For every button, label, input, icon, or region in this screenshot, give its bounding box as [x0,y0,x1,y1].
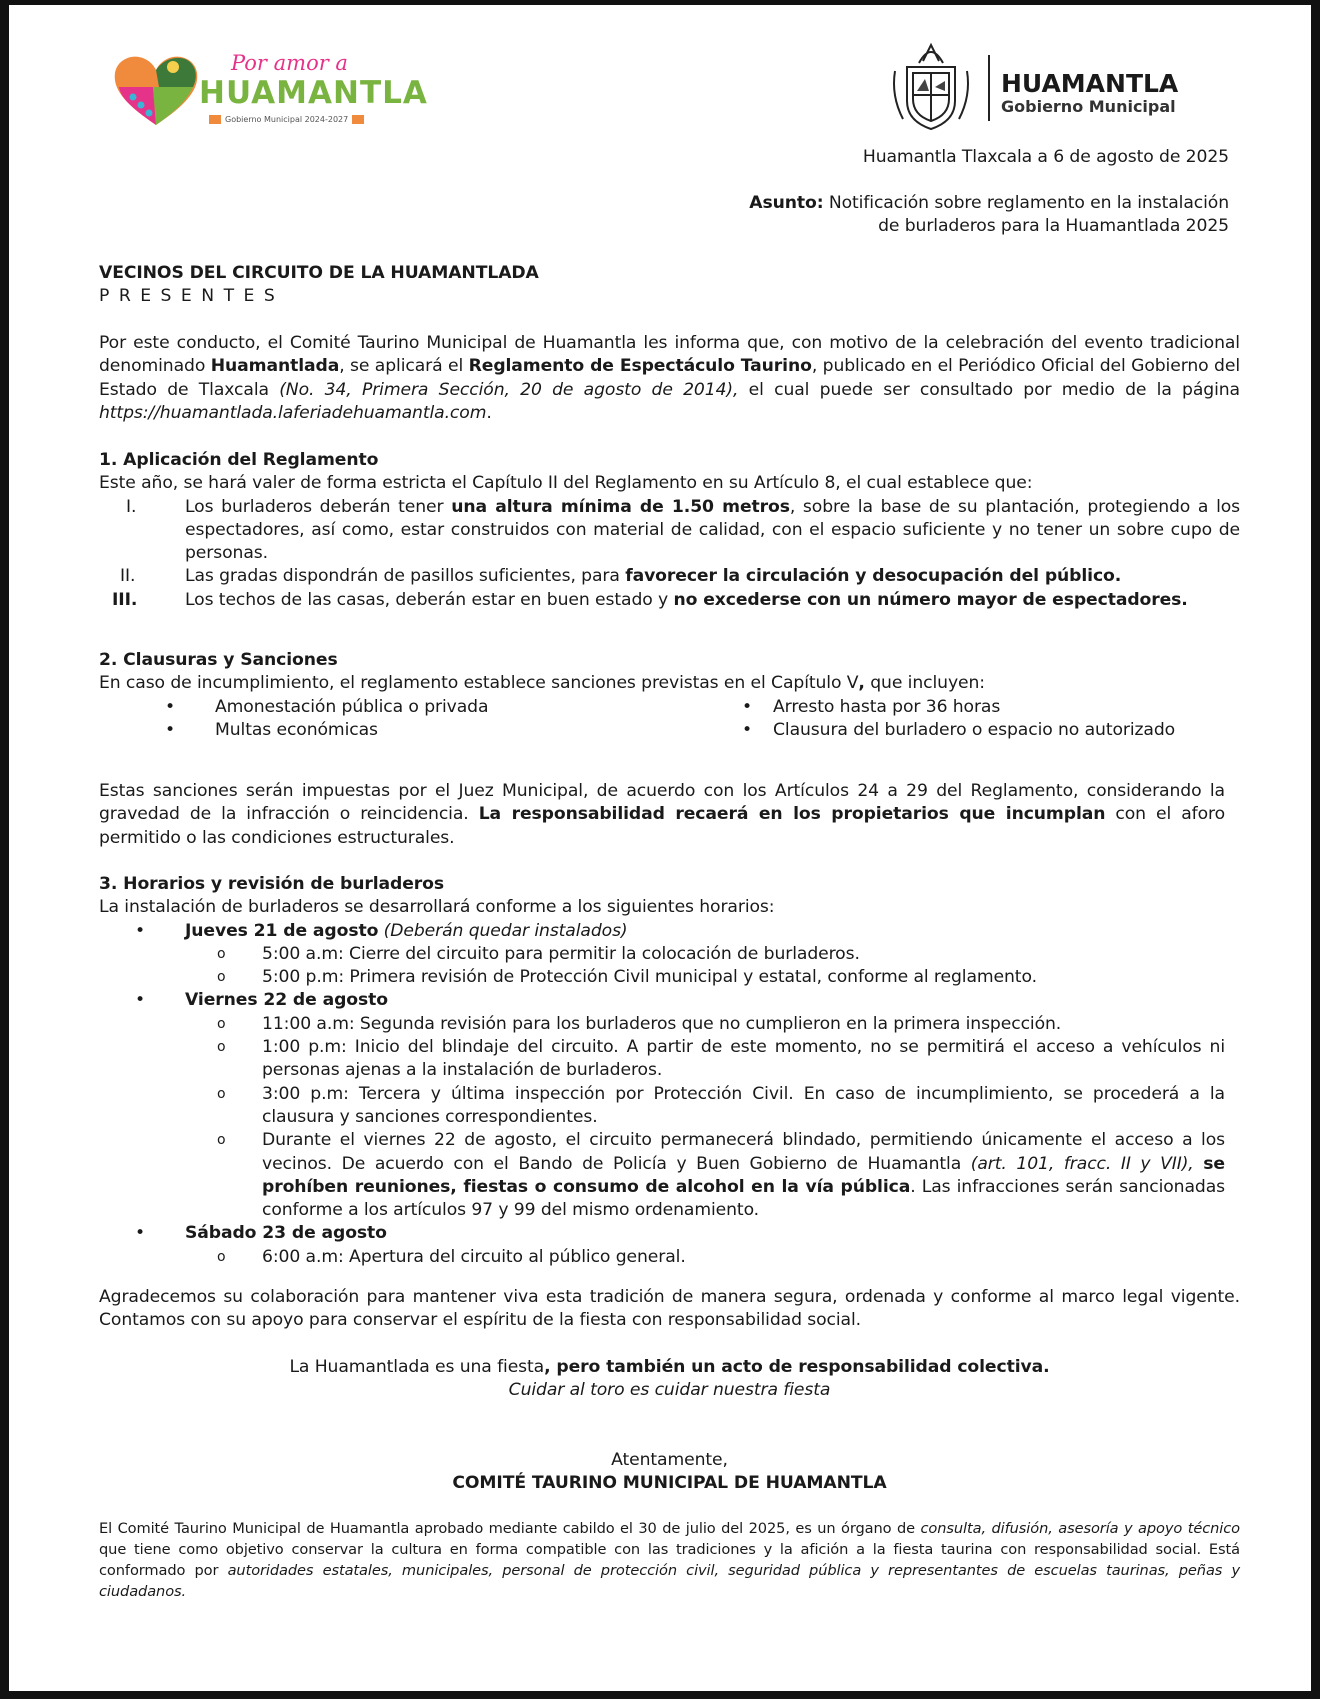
closing [99,1356,1240,1403]
text-segment: , pero también un acto de responsabilidad colectiva. [544,1357,1050,1377]
text-segment: (No. 34, Primera Sección, 20 de agosto de 2014), [279,379,739,400]
bullet-icon: • [135,1223,146,1244]
text-segment: no excederse con un número mayor de espectadores. [673,589,1188,610]
text-segment: , se aplicará el [339,356,469,377]
text-segment: Estas sanciones serán impuestas por el Juez Municipal, de acuerdo con los Artículos 24 a 29 del Reglamento, considerando la gravedad de la infracción o reincidencia. [99,781,1225,825]
text-segment: 1:00 p.m: Inicio del blindaje del circuito. A partir de este momento, no se permitirá el acceso a vehículos ni personas ajenas a la instalación de burladeros. [262,1037,1225,1081]
text-segment: consulta, difusión, asesoría y apoyo técnico [920,1520,1240,1537]
text-segment: se prohíben reuniones, fiestas o consumo de alcohol en la vía pública [262,1153,1225,1197]
regulation-text [185,565,1240,588]
text-segment: 5:00 p.m: Primera revisión de Protección Civil municipal y estatal, conforme al reglamento. [262,967,1037,988]
text-segment: el cual puede ser consultado por medio de la página [738,379,1240,400]
schedule-item-text [262,1083,1225,1130]
roman-numeral: I. [126,496,137,517]
text-segment: Sábado 23 de agosto [185,1223,387,1244]
signature [99,1449,1240,1496]
text-segment: que incluyen: [864,673,985,694]
schedule-day-title [185,1222,1240,1245]
subject-line-2: de burladeros para la Huamantlada 2025 [878,216,1229,237]
sanction-item: Clausura del burladero o espacio no autorizado [773,719,1176,740]
coat-of-arms-icon [889,41,973,131]
schedule-item [99,966,1225,989]
text-segment: (Deberán quedar instalados) [378,920,628,941]
regulation-text [185,496,1240,566]
closing-line-1 [99,1356,1240,1379]
addressee-name: VECINOS DEL CIRCUITO DE LA HUAMANTLADA [99,263,539,283]
text-segment: 3:00 p.m: Tercera y última inspección por Protección Civil. En caso de incumplimiento, se procederá a la clausura y sanciones correspondientes. [262,1083,1225,1127]
text-segment: En caso de incumplimiento, el reglamento establece sanciones previstas en el Capítulo V [99,673,859,694]
section-2-title: 2. Clausuras y Sanciones [99,650,338,670]
government-name: HUAMANTLA [1001,69,1179,98]
circle-bullet-icon: o [217,1015,226,1032]
schedule-item [99,1036,1225,1083]
text-segment: Las gradas dispondrán de pasillos suficientes, para [185,566,626,587]
letter-date: Huamantla Tlaxcala a 6 de agosto de 2025 [862,147,1229,167]
subject-line-1: Notificación sobre reglamento en la instalación [828,193,1229,213]
text-segment: 6:00 a.m: Apertura del circuito al público general. [262,1246,686,1267]
presentes: P R E S E N T E S [99,286,277,307]
thanks-paragraph: Agradecemos su colaboración para mantener viva esta tradición de manera segura, ordenada y conforme al marco legal vigente. Contamos con su apoyo para conservar el espíritu de la fiesta con responsabilidad social. [99,1287,1240,1331]
text-segment: 5:00 a.m: Cierre del circuito para permitir la colocación de burladeros. [262,943,860,964]
text-segment: . Las infracciones serán sancionadas conforme a los artículos 97 y 99 del mismo ordenamiento. [262,1176,1225,1221]
regulation-item [99,496,1240,566]
text-segment: La Huamantlada es una fiesta [289,1357,545,1377]
text-segment: La responsabilidad recaerá en los propietarios que incumplan [478,804,1106,825]
salutation: Atentamente, [611,1450,728,1470]
text-segment: favorecer la circulación y desocupación del público. [625,566,1122,587]
schedule-item-text [262,966,1225,989]
text-segment: autoridades estatales, municipales, personal de protección civil, seguridad pública y representantes de escuelas taurinas, peñas y ciudadanos. [99,1562,1240,1600]
subject [749,192,1229,239]
schedule-item [99,943,1225,966]
section-aplicacion [99,449,1240,612]
text-segment: El Comité Taurino Municipal de Huamantla aprobado mediante cabildo el 30 de julio del 2025, es un órgano de [99,1520,921,1537]
intro-paragraph [99,332,1240,425]
text-segment: Los techos de las casas, deberán estar en buen estado y [185,589,674,610]
huamantla-government-logo [889,41,1209,133]
logo-subtitle: Gobierno Municipal 2024-2027 [209,115,364,124]
addressee [99,262,539,309]
regulation-text [185,589,1240,612]
section-1-title: 1. Aplicación del Reglamento [99,450,379,470]
schedule-day [99,989,1240,1012]
bullet-icon: • [135,920,146,941]
section-2-lead [99,672,1240,695]
text-segment: Durante el viernes 22 de agosto, el circuito permanecerá blindado, permitiendo únicamente el acceso a los vecinos. De acuerdo con el Bando de Policía y Buen Gobierno de Huamantla [262,1130,1225,1174]
text-segment: Los burladeros deberán tener [185,496,452,517]
regulation-item [99,589,1240,612]
schedule-item-text [262,1246,1225,1269]
text-segment: una altura mínima de 1.50 metros [451,496,790,517]
schedule-item [99,1129,1225,1222]
schedule-day-title [185,989,1240,1012]
text-segment: Huamantlada [210,356,340,377]
schedule-day [99,920,1240,943]
circle-bullet-icon: o [217,969,226,986]
schedule-item-text [262,1013,1225,1036]
heart-logo-icon [113,53,199,127]
sanction-item: Multas económicas [215,719,378,740]
schedule-item-text [262,1036,1225,1083]
logo-name: HUAMANTLA [199,75,428,111]
sanctions-list: • Amonestación pública o privada • Multas económicas • Arresto hasta por 36 horas • Clausura del burladero o espacio no autorizado [99,696,1240,743]
section-1-lead: Este año, se hará valer de forma estricta el Capítulo II del Reglamento en su Artículo 8, el cual establece que: [99,473,1033,494]
letter-page [9,5,1311,1691]
schedule-item [99,1246,1225,1269]
text-segment: https://huamantlada.laferiadehuamantla.com [99,402,487,423]
section-horarios [99,873,1240,1269]
circle-bullet-icon: o [217,945,226,962]
circle-bullet-icon: o [217,1085,226,1102]
text-segment: , [858,673,865,694]
government-subtitle: Gobierno Municipal [1001,97,1176,116]
schedule-item-text [262,1129,1225,1222]
schedule-item [99,1083,1225,1130]
footer-note [99,1518,1240,1602]
circle-bullet-icon: o [217,1248,226,1265]
text-segment: Jueves 21 de agosto [185,920,379,941]
sanction-item: Arresto hasta por 36 horas [773,696,1001,717]
text-segment: , publicado en el Periódico Oficial del Gobierno del Estado de Tlaxcala [99,356,1240,400]
bullet-icon: • [135,990,146,1011]
por-amor-a-huamantla-logo [113,49,428,129]
circle-bullet-icon: o [217,1039,226,1056]
closing-line-2: Cuidar al toro es cuidar nuestra fiesta [508,1380,831,1401]
schedule-day-title [185,920,1240,943]
schedule-item [99,1013,1225,1036]
text-segment: 11:00 a.m: Segunda revisión para los burladeros que no cumplieron en la primera inspección. [262,1013,1062,1034]
section-clausuras [99,649,1240,743]
subject-label: Asunto: [749,193,824,213]
text-segment: Reglamento de Espectáculo Taurino [468,356,812,377]
text-segment [1194,1154,1204,1174]
roman-numeral: III. [112,589,138,610]
sanction-item: Amonestación pública o privada [215,696,489,717]
text-segment: . [486,402,492,423]
schedule-item-text [262,943,1225,966]
text-segment: con el aforo permitido o las condiciones estructurales. [99,804,1225,848]
signatory: COMITÉ TAURINO MUNICIPAL DE HUAMANTLA [452,1473,887,1494]
text-segment: , sobre la base de su plantación, protegiendo a los espectadores, así como, estar construidos con material de calidad, con el espacio suficiente y no tener un sobre cupo de personas. [185,496,1241,564]
regulation-item [99,565,1240,588]
sanctions-paragraph [99,780,1225,850]
text-segment: (art. 101, fracc. II y VII), [970,1153,1194,1174]
text-segment: Viernes 22 de agosto [185,990,388,1011]
logo-tagline: Por amor a [231,51,348,75]
section-3-lead: La instalación de burladeros se desarrollará conforme a los siguientes horarios: [99,897,775,918]
roman-numeral: II. [120,566,136,587]
schedule-day [99,1222,1240,1245]
logo-divider [988,55,990,121]
circle-bullet-icon: o [217,1132,226,1149]
text-segment: que tiene como objetivo conservar la cultura en forma compatible con las tradiciones y la afición a la fiesta taurina con responsabilidad social. Está conformado por [99,1541,1240,1579]
text-segment: Por este conducto, el Comité Taurino Municipal de Huamantla les informa que, con motivo de la celebración del evento tradicional denominado [99,333,1240,377]
section-3-title: 3. Horarios y revisión de burladeros [99,874,445,894]
